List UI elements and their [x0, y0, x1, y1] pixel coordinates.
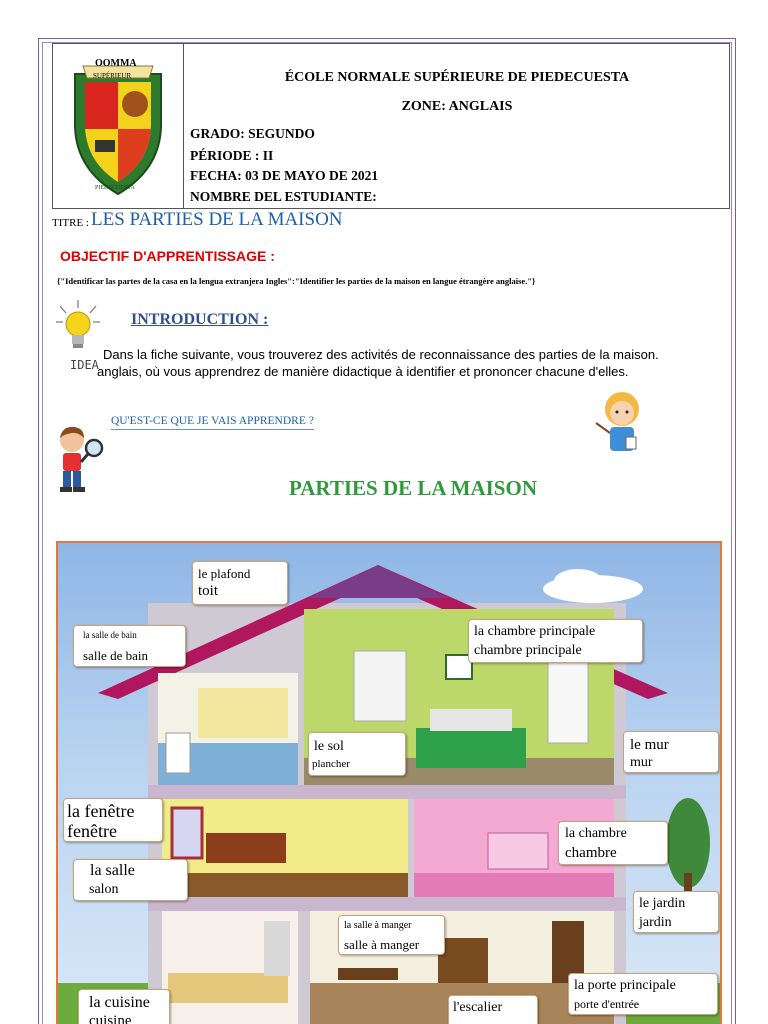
- house-illustration: [56, 541, 722, 1024]
- label-mur: le mur mur: [623, 731, 719, 773]
- label-cuisine: la cuisine cuisine: [78, 989, 170, 1024]
- objectif-title: OBJECTIF D'APPRENTISSAGE :: [60, 248, 275, 264]
- label-sol: le sol plancher: [308, 732, 406, 776]
- introduction-line-1: Dans la fiche suivante, vous trouverez des activités de reconnaissance des parties de la maison.: [103, 347, 659, 362]
- grado-label: GRADO: SEGUNDO: [190, 126, 315, 141]
- header-table: [52, 43, 730, 209]
- page-title: LES PARTIES DE LA MAISON: [91, 209, 343, 230]
- periode-label: PÉRIODE : II: [190, 148, 274, 163]
- question-link[interactable]: QU'EST-CE QUE JE VAIS APPRENDRE ?: [111, 415, 314, 430]
- titre-label: TITRE :: [52, 217, 89, 229]
- label-jardin: le jardin jardin: [633, 891, 719, 933]
- label-porte-principale: la porte principale porte d'entrée: [568, 973, 718, 1015]
- student-name-label: NOMBRE DEL ESTUDIANTE:: [190, 189, 377, 204]
- label-salle-de-bain: la salle de bain salle de bain: [73, 625, 186, 667]
- label-plafond: le plafond toit: [192, 561, 288, 605]
- fecha-label: FECHA: 03 DE MAYO DE 2021: [190, 168, 379, 183]
- logo-ribbon-text: SUPÉRIEUR: [93, 72, 132, 80]
- logo-bottom-text: PIEDECUESTA: [95, 185, 135, 191]
- section-title: PARTIES DE LA MAISON: [288, 476, 537, 500]
- label-salle-a-manger: la salle à manger salle à manger: [338, 915, 445, 955]
- zone-label: ZONE: ANGLAIS: [401, 99, 513, 114]
- introduction-title: INTRODUCTION :: [131, 311, 269, 328]
- objectif-text: {"Identificar las partes de la casa en la lengua extranjera Ingles":"Identifier les parties de la maison en langue étrangère anglaise."}: [57, 276, 536, 286]
- logo-cell: [53, 44, 184, 208]
- label-chambre: la chambre chambre: [558, 821, 668, 865]
- teacher-girl-illustration: [592, 385, 648, 457]
- introduction-line-2: anglais, où vous apprendrez de manière didactique à identifier et prononcer chacune d'elles.: [97, 364, 629, 379]
- introduction-text: [97, 346, 737, 380]
- idea-label: IDEA: [70, 358, 99, 372]
- label-chambre-principale: la chambre principale chambre principale: [468, 619, 643, 663]
- logo-top-text: OOMMA: [95, 58, 137, 69]
- label-fenetre: la fenêtre fenêtre: [63, 798, 163, 842]
- label-salle: la salle salon: [73, 859, 188, 901]
- school-name: ÉCOLE NORMALE SUPÉRIEURE DE PIEDECUESTA: [284, 70, 630, 85]
- label-escalier: l'escalier: [448, 995, 538, 1024]
